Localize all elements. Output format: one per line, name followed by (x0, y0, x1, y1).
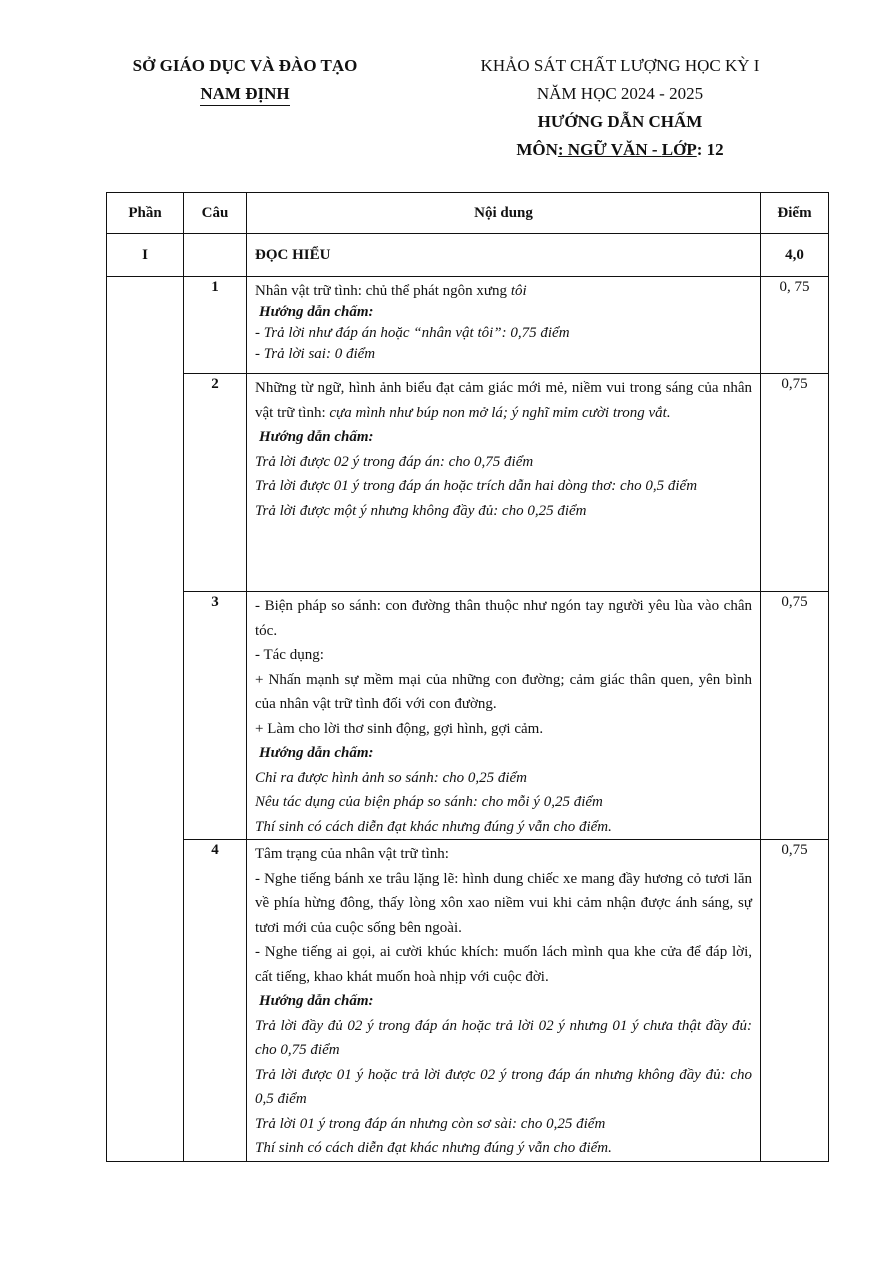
question-number: 1 (184, 277, 247, 374)
guide-label: Hướng dẫn chấm: (259, 993, 374, 1009)
department-name: SỞ GIÁO DỤC VÀ ĐÀO TẠO (132, 56, 358, 75)
part-empty-cell (107, 277, 184, 1162)
question-content (247, 277, 761, 374)
answer-text: Nhân vật trữ tình: chủ thể phát ngôn xưng tôi (255, 283, 527, 299)
section-empty-cell (184, 234, 247, 277)
guide-item: - Trả lời như đáp án hoặc “nhân vật tôi”: 0,75 điểm (255, 325, 570, 341)
answer-text: Những từ ngữ, hình ảnh biểu đạt cảm giác mới mẻ, niềm vui trong sáng của nhân vật trữ tình: cựa mình như búp non mở lá; ý nghĩ mỉm cười trong vắt. (255, 380, 752, 421)
answer-line: - Biện pháp so sánh: con đường thân thuộc như ngón tay người yêu lùa vào chân tóc. (255, 598, 752, 639)
guide-item: Thí sinh có cách diễn đạt khác nhưng đúng ý vẫn cho điểm. (255, 1140, 612, 1156)
guide-item: Trả lời 01 ý trong đáp án nhưng còn sơ sài: cho 0,25 điểm (255, 1115, 606, 1132)
question-score: 0,75 (761, 840, 829, 1162)
guide-item: Trả lời được một ý nhưng không đầy đủ: cho 0,25 điểm (255, 502, 587, 519)
question-number: 3 (184, 592, 247, 840)
section-part: I (107, 234, 184, 277)
guide-label: Hướng dẫn chấm: (259, 304, 374, 320)
question-score: 0, 75 (761, 277, 829, 374)
table-row (107, 277, 829, 374)
section-row (107, 234, 829, 277)
department-header (100, 52, 390, 108)
question-number: 2 (184, 374, 247, 592)
grade-value: : 12 (696, 140, 724, 159)
answer-line: - Nghe tiếng bánh xe trâu lặng lẽ: hình dung chiếc xe mang đầy hương cỏ tươi lăn về phía hừng đông, thấy lòng xôn xao niềm vui khi cảm nhận được ánh sáng, sự tươi mới của cuộc sống bên ngoài. (255, 870, 752, 936)
section-title: ĐỌC HIỂU (247, 234, 761, 277)
subject-name: : NGỮ VĂN - (557, 140, 662, 159)
grade-prefix: LỚP (661, 140, 697, 159)
guide-item: Nêu tác dụng của biện pháp so sánh: cho mỗi ý 0,25 điểm (255, 794, 603, 810)
answer-line: Tâm trạng của nhân vật trữ tình: (255, 846, 449, 862)
province-name: NAM ĐỊNH (200, 83, 289, 106)
exam-header (430, 52, 810, 164)
document-type: HƯỚNG DẪN CHẤM (537, 112, 703, 131)
section-score: 4,0 (761, 234, 829, 277)
guide-item: Chỉ ra được hình ảnh so sánh: cho 0,25 điểm (255, 769, 528, 786)
column-header-question: Câu (184, 193, 247, 234)
question-number: 4 (184, 840, 247, 1162)
guide-item: Trả lời được 02 ý trong đáp án: cho 0,75 điểm (255, 453, 534, 470)
table-header-row (107, 193, 829, 234)
question-score: 0,75 (761, 592, 829, 840)
school-year: NĂM HỌC 2024 - 2025 (536, 84, 704, 103)
question-content (247, 374, 761, 592)
table-row (107, 592, 829, 840)
table-row (107, 840, 829, 1162)
exam-title: KHẢO SÁT CHẤT LƯỢNG HỌC KỲ I (480, 56, 760, 75)
answer-line: + Nhấn mạnh sự mềm mại của những con đường; cảm giác thân quen, yên bình của nhân vật trữ tình đối với con đường. (255, 671, 752, 712)
column-header-content: Nội dung (247, 193, 761, 234)
guide-item: Thí sinh có cách diễn đạt khác nhưng đúng ý vẫn cho điểm. (255, 818, 612, 835)
guide-item: - Trả lời sai: 0 điểm (255, 346, 376, 362)
answer-line: - Nghe tiếng ai gọi, ai cười khúc khích: muốn lách mình qua khe cửa để đáp lời, cất tiếng, khao khát muốn hoà nhịp với cuộc đời. (255, 944, 752, 985)
guide-item: Trả lời được 01 ý hoặc trả lời được 02 ý trong đáp án nhưng không đầy đủ: cho 0,5 điểm (255, 1066, 752, 1107)
question-content (247, 592, 761, 840)
question-score: 0,75 (761, 374, 829, 592)
guide-label: Hướng dẫn chấm: (259, 429, 374, 445)
guide-label: Hướng dẫn chấm: (259, 745, 374, 761)
answer-line: + Làm cho lời thơ sinh động, gợi hình, gợi cảm. (255, 720, 544, 737)
column-header-part: Phần (107, 193, 184, 234)
guide-item: Trả lời được 01 ý trong đáp án hoặc trích dẫn hai dòng thơ: cho 0,5 điểm (255, 478, 698, 494)
grading-table (106, 192, 829, 1162)
subject-prefix: MÔN (516, 140, 558, 159)
answer-line: - Tác dụng: (255, 647, 324, 663)
guide-item: Trả lời đầy đủ 02 ý trong đáp án hoặc trả lời 02 ý nhưng 01 ý chưa thật đầy đủ: cho 0,75 điểm (255, 1017, 752, 1058)
column-header-score: Điểm (761, 193, 829, 234)
table-row (107, 374, 829, 592)
subject-line (430, 136, 810, 164)
question-content (247, 840, 761, 1162)
